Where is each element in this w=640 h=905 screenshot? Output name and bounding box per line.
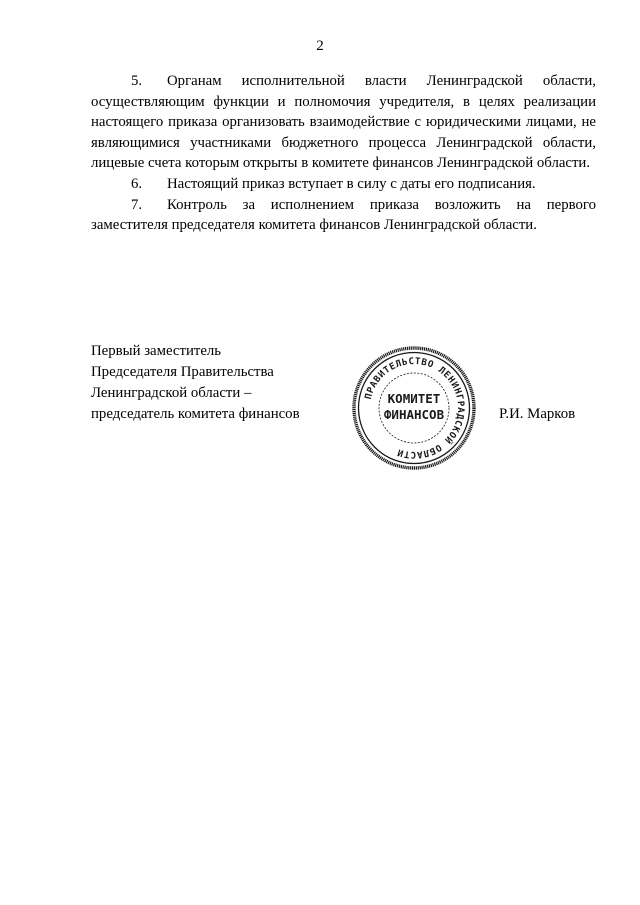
seal-center-line-2: ФИНАНСОВ	[383, 407, 445, 422]
paragraph-7	[91, 195, 596, 236]
paragraph-text: Настоящий приказ вступает в силу с даты его подписания.	[167, 175, 536, 192]
signatory-title-line: председатель комитета финансов	[91, 406, 300, 422]
page-number: 2	[316, 38, 324, 54]
official-seal-stamp	[351, 345, 477, 471]
document-body	[91, 71, 596, 236]
paragraph-text: Контроль за исполнением приказа возложить на первого заместителя председателя комитета финансов Ленинградской области.	[91, 196, 596, 234]
signatory-name: Р.И. Марков	[499, 406, 576, 422]
seal-center-line-1: КОМИТЕТ	[387, 391, 441, 406]
signatory-title-line: Ленинградской области –	[91, 385, 252, 401]
paragraph-text: Органам исполнительной власти Ленинградской области, осуществляющим функции и полномочия учредителя, в целях реализации настоящего приказа организовать взаимодействие с юридическими лицами, не являющимися участниками бюджетного процесса Ленинградской области, лицевые счета которым открыты в комитете финансов Ленинградской области.	[91, 73, 596, 172]
seal-ring-text: ПРАВИТЕЛЬСТВО ЛЕНИНГРАДСКОЙ ОБЛАСТИ	[362, 355, 467, 461]
signatory-title-line: Председателя Правительства	[91, 364, 274, 380]
signatory-title-line: Первый заместитель	[91, 343, 222, 359]
paragraph-5	[91, 71, 596, 174]
signatory-position	[91, 341, 300, 425]
paragraph-number: 5.	[131, 73, 143, 89]
paragraph-number: 7.	[131, 196, 143, 213]
paragraph-number: 6.	[131, 175, 143, 192]
paragraph-6	[91, 174, 596, 195]
seal-graphic	[351, 345, 477, 471]
